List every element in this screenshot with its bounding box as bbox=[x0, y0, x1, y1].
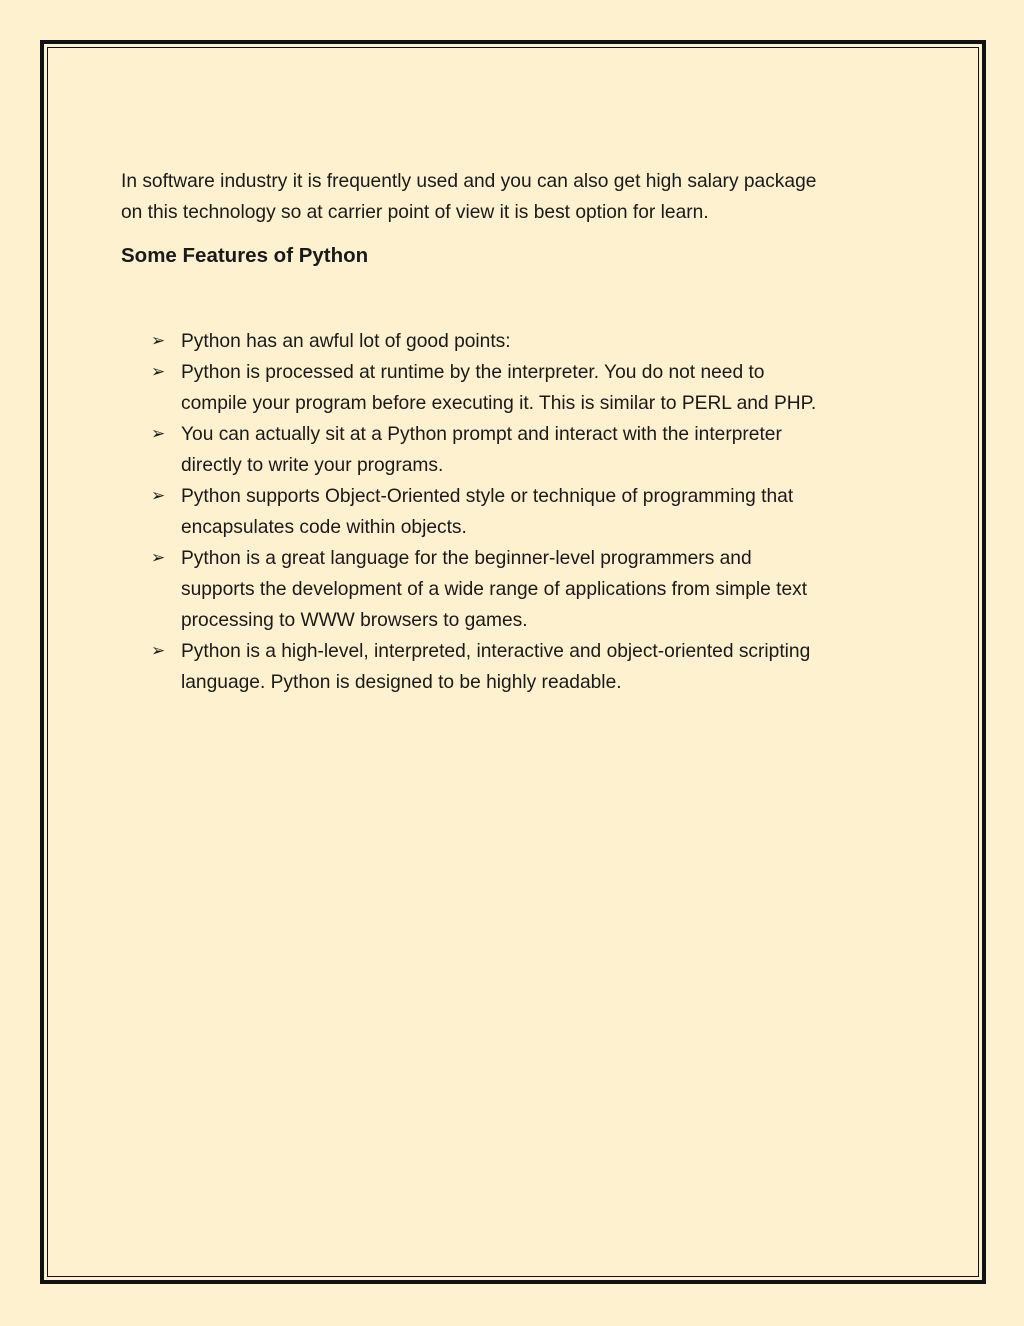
arrowhead-bullet-icon: ➢ bbox=[151, 424, 166, 444]
arrowhead-bullet-icon: ➢ bbox=[151, 548, 166, 568]
list-item-line: supports the development of a wide range of applications from simple text bbox=[181, 579, 808, 600]
arrowhead-bullet-icon: ➢ bbox=[151, 486, 166, 506]
list-item-line: Python is a great language for the beginner-level programmers and bbox=[181, 548, 752, 569]
list-item bbox=[121, 636, 911, 698]
list-item-line: language. Python is designed to be highly readable. bbox=[181, 672, 622, 693]
list-item bbox=[121, 326, 911, 357]
section-heading: Some Features of Python bbox=[121, 244, 369, 267]
list-item-line: Python is processed at runtime by the interpreter. You do not need to bbox=[181, 362, 765, 383]
list-item-line: compile your program before executing it. This is similar to PERL and PHP. bbox=[181, 393, 817, 414]
list-item-line: processing to WWW browsers to games. bbox=[181, 610, 528, 631]
list-item bbox=[121, 481, 911, 543]
list-item bbox=[121, 543, 911, 636]
list-item-line: Python has an awful lot of good points: bbox=[181, 331, 511, 352]
list-item-line: You can actually sit at a Python prompt and interact with the interpreter bbox=[181, 424, 782, 445]
arrowhead-bullet-icon: ➢ bbox=[151, 641, 166, 661]
list-item-line: encapsulates code within objects. bbox=[181, 517, 467, 538]
intro-paragraph bbox=[121, 166, 911, 228]
list-item-line: Python supports Object-Oriented style or technique of programming that bbox=[181, 486, 794, 507]
intro-line: In software industry it is frequently used and you can also get high salary package bbox=[121, 171, 817, 192]
intro-line: on this technology so at carrier point of view it is best option for learn. bbox=[121, 202, 709, 223]
list-item bbox=[121, 357, 911, 419]
document-content bbox=[121, 166, 911, 698]
arrowhead-bullet-icon: ➢ bbox=[151, 331, 166, 351]
list-item bbox=[121, 419, 911, 481]
list-item-line: directly to write your programs. bbox=[181, 455, 444, 476]
features-list bbox=[121, 326, 911, 698]
arrowhead-bullet-icon: ➢ bbox=[151, 362, 166, 382]
list-item-line: Python is a high-level, interpreted, interactive and object-oriented scripting bbox=[181, 641, 811, 662]
